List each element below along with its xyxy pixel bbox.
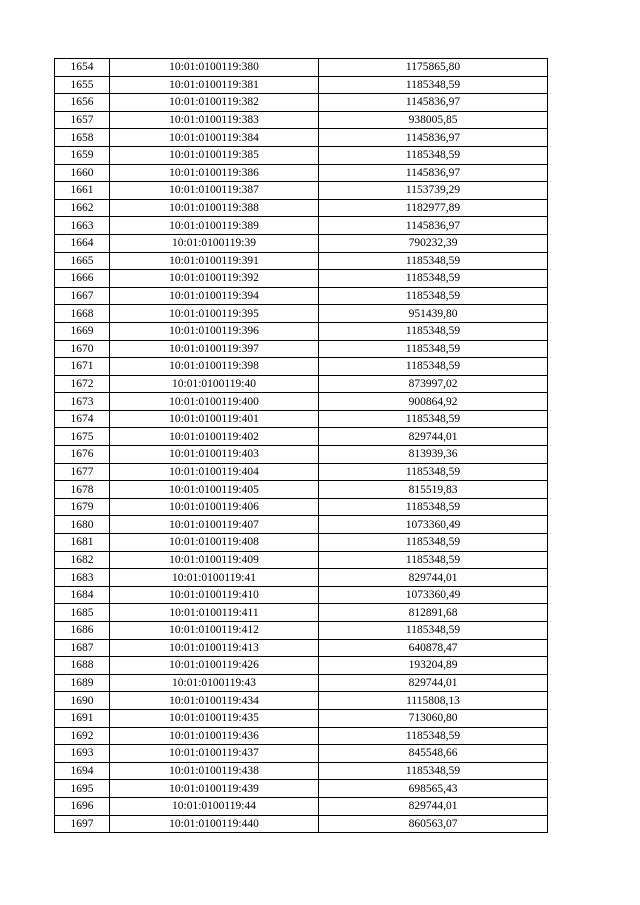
cadastral-value-cell: 812891,68 [319,604,548,622]
table-row [55,674,548,692]
cadastral-number-cell: 10:01:0100119:396 [110,322,319,340]
row-number-cell: 1666 [55,270,110,288]
row-number-cell: 1682 [55,551,110,569]
cadastral-number-cell: 10:01:0100119:436 [110,727,319,745]
cadastral-value-cell: 829744,01 [319,674,548,692]
table-row [55,358,548,376]
row-number-cell: 1690 [55,692,110,710]
table-row [55,393,548,411]
table-row [55,59,548,77]
row-number-cell: 1683 [55,569,110,587]
cadastral-number-cell: 10:01:0100119:394 [110,287,319,305]
row-number-cell: 1659 [55,146,110,164]
cadastral-number-cell: 10:01:0100119:401 [110,410,319,428]
table-row [55,657,548,675]
cadastral-number-cell: 10:01:0100119:440 [110,815,319,833]
cadastral-value-cell: 1185348,59 [319,358,548,376]
row-number-cell: 1685 [55,604,110,622]
table-row [55,234,548,252]
cadastral-number-cell: 10:01:0100119:397 [110,340,319,358]
cadastral-value-cell: 1185348,59 [319,727,548,745]
cadastral-number-cell: 10:01:0100119:383 [110,111,319,129]
cadastral-value-cell: 1185348,59 [319,762,548,780]
cadastral-value-cell: 938005,85 [319,111,548,129]
row-number-cell: 1686 [55,622,110,640]
row-number-cell: 1671 [55,358,110,376]
cadastral-number-cell: 10:01:0100119:385 [110,146,319,164]
table-row [55,551,548,569]
row-number-cell: 1696 [55,797,110,815]
cadastral-value-cell: 1115808,13 [319,692,548,710]
cadastral-value-cell: 1145836,97 [319,129,548,147]
row-number-cell: 1662 [55,199,110,217]
cadastral-value-cell: 860563,07 [319,815,548,833]
row-number-cell: 1689 [55,674,110,692]
cadastral-value-cell: 829744,01 [319,428,548,446]
cadastral-number-cell: 10:01:0100119:398 [110,358,319,376]
table-row [55,516,548,534]
cadastral-value-cell: 813939,36 [319,446,548,464]
table-row [55,252,548,270]
table-body [55,59,548,833]
table-row [55,463,548,481]
cadastral-number-cell: 10:01:0100119:382 [110,94,319,112]
table-row [55,182,548,200]
table-row [55,622,548,640]
row-number-cell: 1691 [55,709,110,727]
table-row [55,164,548,182]
row-number-cell: 1664 [55,234,110,252]
table-row [55,340,548,358]
cadastral-number-cell: 10:01:0100119:409 [110,551,319,569]
cadastral-value-cell: 1185348,59 [319,270,548,288]
cadastral-number-cell: 10:01:0100119:434 [110,692,319,710]
row-number-cell: 1676 [55,446,110,464]
table-row [55,287,548,305]
row-number-cell: 1694 [55,762,110,780]
cadastral-value-cell: 829744,01 [319,569,548,587]
row-number-cell: 1672 [55,375,110,393]
table-row [55,217,548,235]
table-row [55,146,548,164]
table-row [55,586,548,604]
row-number-cell: 1681 [55,534,110,552]
row-number-cell: 1654 [55,59,110,77]
cadastral-value-cell: 1073360,49 [319,586,548,604]
cadastral-number-cell: 10:01:0100119:406 [110,498,319,516]
cadastral-number-cell: 10:01:0100119:402 [110,428,319,446]
cadastral-number-cell: 10:01:0100119:404 [110,463,319,481]
table-row [55,111,548,129]
table-row [55,569,548,587]
row-number-cell: 1667 [55,287,110,305]
cadastral-number-cell: 10:01:0100119:387 [110,182,319,200]
table-row [55,375,548,393]
table-row [55,199,548,217]
cadastral-number-cell: 10:01:0100119:386 [110,164,319,182]
cadastral-number-cell: 10:01:0100119:44 [110,797,319,815]
row-number-cell: 1658 [55,129,110,147]
row-number-cell: 1687 [55,639,110,657]
row-number-cell: 1678 [55,481,110,499]
cadastral-value-cell: 873997,02 [319,375,548,393]
cadastral-value-cell: 1145836,97 [319,217,548,235]
row-number-cell: 1697 [55,815,110,833]
cadastral-number-cell: 10:01:0100119:435 [110,709,319,727]
table-row [55,76,548,94]
cadastral-value-table [54,58,548,833]
cadastral-number-cell: 10:01:0100119:39 [110,234,319,252]
cadastral-value-cell: 698565,43 [319,780,548,798]
cadastral-number-cell: 10:01:0100119:411 [110,604,319,622]
table-row [55,762,548,780]
cadastral-value-cell: 1145836,97 [319,164,548,182]
row-number-cell: 1663 [55,217,110,235]
table-row [55,481,548,499]
row-number-cell: 1673 [55,393,110,411]
cadastral-value-cell: 193204,89 [319,657,548,675]
cadastral-number-cell: 10:01:0100119:384 [110,129,319,147]
cadastral-value-cell: 1185348,59 [319,551,548,569]
cadastral-number-cell: 10:01:0100119:400 [110,393,319,411]
cadastral-value-cell: 845548,66 [319,745,548,763]
row-number-cell: 1695 [55,780,110,798]
table-row [55,727,548,745]
row-number-cell: 1684 [55,586,110,604]
row-number-cell: 1688 [55,657,110,675]
cadastral-value-cell: 829744,01 [319,797,548,815]
cadastral-number-cell: 10:01:0100119:381 [110,76,319,94]
row-number-cell: 1675 [55,428,110,446]
row-number-cell: 1661 [55,182,110,200]
cadastral-number-cell: 10:01:0100119:405 [110,481,319,499]
table-row [55,270,548,288]
table-row [55,692,548,710]
cadastral-number-cell: 10:01:0100119:392 [110,270,319,288]
cadastral-value-cell: 1185348,59 [319,340,548,358]
row-number-cell: 1692 [55,727,110,745]
table-row [55,780,548,798]
table-row [55,709,548,727]
row-number-cell: 1670 [55,340,110,358]
row-number-cell: 1679 [55,498,110,516]
cadastral-value-cell: 1145836,97 [319,94,548,112]
cadastral-value-cell: 713060,80 [319,709,548,727]
cadastral-value-cell: 1175865,80 [319,59,548,77]
cadastral-number-cell: 10:01:0100119:426 [110,657,319,675]
table-row [55,604,548,622]
cadastral-number-cell: 10:01:0100119:412 [110,622,319,640]
row-number-cell: 1656 [55,94,110,112]
cadastral-value-cell: 1185348,59 [319,498,548,516]
table-row [55,129,548,147]
cadastral-number-cell: 10:01:0100119:395 [110,305,319,323]
cadastral-value-cell: 1185348,59 [319,534,548,552]
cadastral-value-cell: 1185348,59 [319,322,548,340]
cadastral-number-cell: 10:01:0100119:380 [110,59,319,77]
cadastral-number-cell: 10:01:0100119:438 [110,762,319,780]
cadastral-value-cell: 1185348,59 [319,410,548,428]
cadastral-value-cell: 951439,80 [319,305,548,323]
cadastral-number-cell: 10:01:0100119:41 [110,569,319,587]
row-number-cell: 1657 [55,111,110,129]
cadastral-number-cell: 10:01:0100119:410 [110,586,319,604]
row-number-cell: 1680 [55,516,110,534]
cadastral-number-cell: 10:01:0100119:437 [110,745,319,763]
cadastral-value-cell: 1185348,59 [319,287,548,305]
cadastral-number-cell: 10:01:0100119:40 [110,375,319,393]
table-row [55,745,548,763]
row-number-cell: 1655 [55,76,110,94]
table-row [55,446,548,464]
cadastral-number-cell: 10:01:0100119:389 [110,217,319,235]
row-number-cell: 1665 [55,252,110,270]
table-row [55,534,548,552]
table-row [55,639,548,657]
cadastral-number-cell: 10:01:0100119:43 [110,674,319,692]
cadastral-value-cell: 1185348,59 [319,76,548,94]
cadastral-number-cell: 10:01:0100119:408 [110,534,319,552]
cadastral-value-cell: 790232,39 [319,234,548,252]
cadastral-value-cell: 1185348,59 [319,252,548,270]
row-number-cell: 1693 [55,745,110,763]
row-number-cell: 1674 [55,410,110,428]
table-row [55,815,548,833]
row-number-cell: 1668 [55,305,110,323]
cadastral-value-cell: 1182977,89 [319,199,548,217]
cadastral-value-cell: 1153739,29 [319,182,548,200]
cadastral-value-cell: 1073360,49 [319,516,548,534]
cadastral-value-cell: 640878,47 [319,639,548,657]
cadastral-number-cell: 10:01:0100119:391 [110,252,319,270]
table-row [55,305,548,323]
table-row [55,498,548,516]
table-row [55,322,548,340]
cadastral-number-cell: 10:01:0100119:388 [110,199,319,217]
cadastral-value-cell: 1185348,59 [319,463,548,481]
row-number-cell: 1660 [55,164,110,182]
table-row [55,410,548,428]
table-row [55,797,548,815]
row-number-cell: 1669 [55,322,110,340]
cadastral-number-cell: 10:01:0100119:403 [110,446,319,464]
cadastral-value-cell: 815519,83 [319,481,548,499]
table-row [55,94,548,112]
cadastral-number-cell: 10:01:0100119:413 [110,639,319,657]
cadastral-value-cell: 900864,92 [319,393,548,411]
row-number-cell: 1677 [55,463,110,481]
cadastral-number-cell: 10:01:0100119:439 [110,780,319,798]
table-row [55,428,548,446]
cadastral-value-cell: 1185348,59 [319,622,548,640]
cadastral-value-cell: 1185348,59 [319,146,548,164]
cadastral-number-cell: 10:01:0100119:407 [110,516,319,534]
